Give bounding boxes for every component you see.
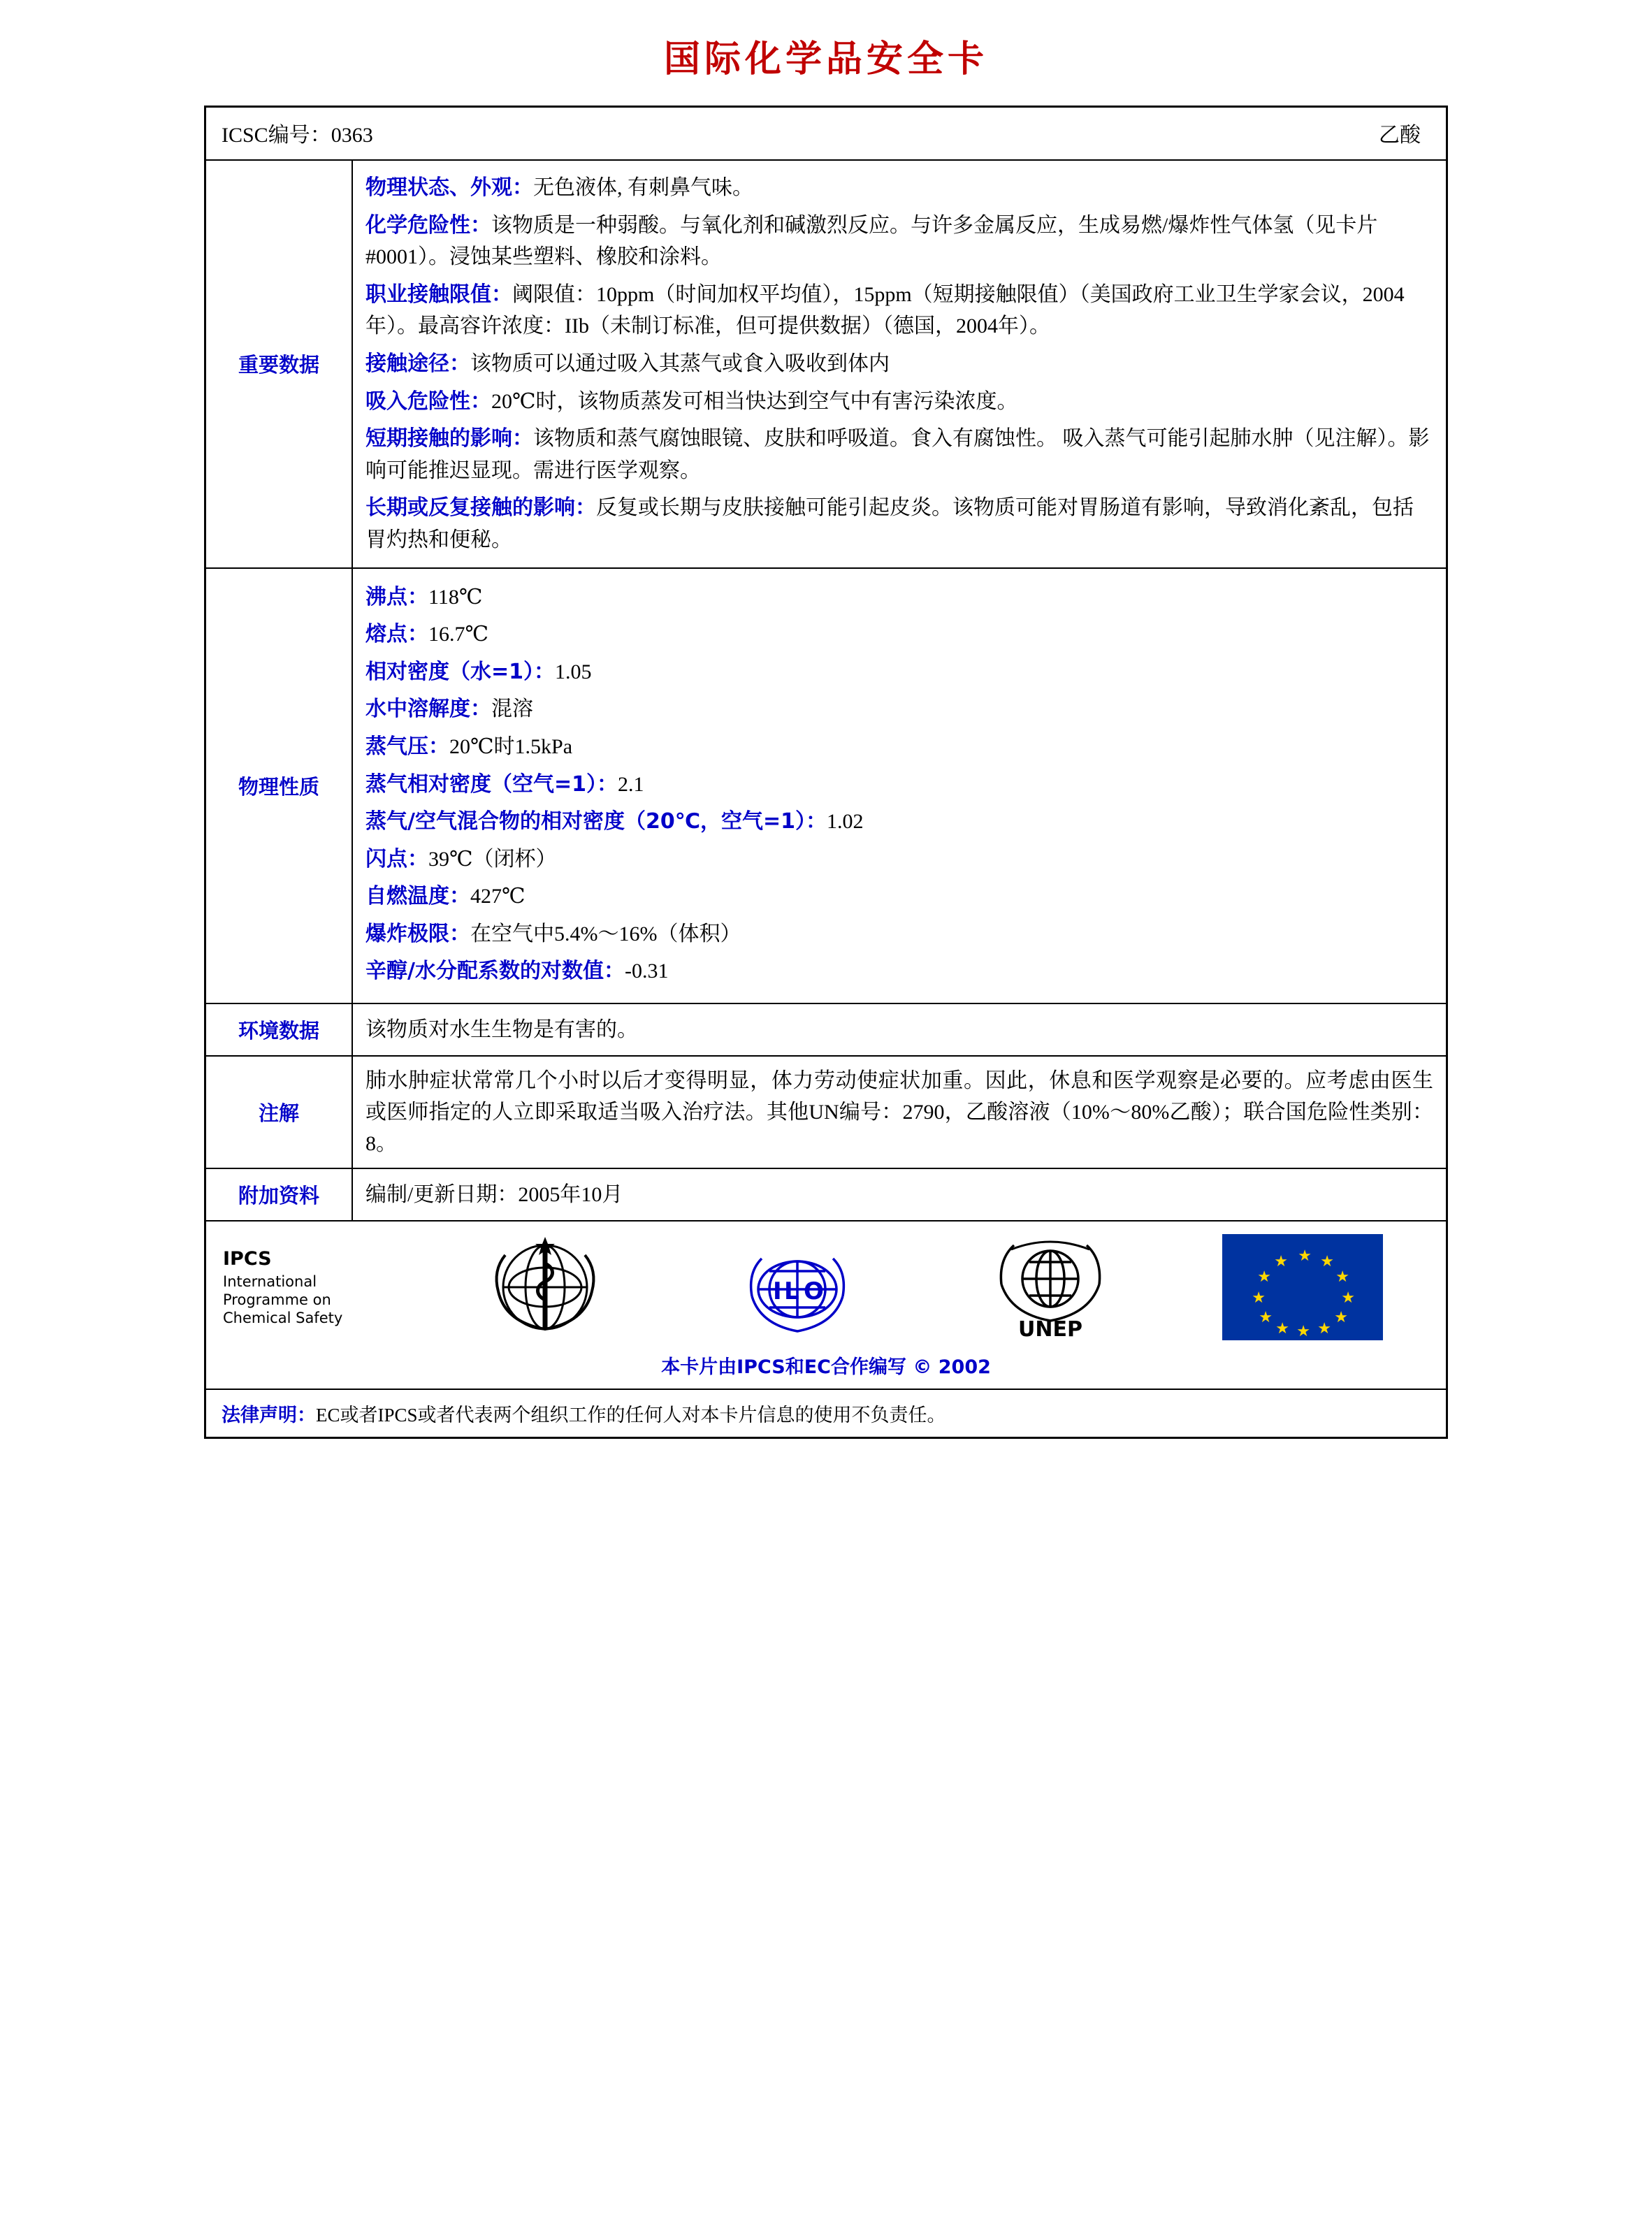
substance-name: 乙酸 xyxy=(1379,124,1421,147)
property-row xyxy=(365,843,1433,876)
property-value: -0.31 xyxy=(624,959,669,983)
property-key: 蒸气相对密度（空气=1）： xyxy=(365,771,618,797)
ipcs-line-1: International xyxy=(223,1273,317,1290)
property-value: 2.1 xyxy=(618,772,644,796)
property-value: 混溶 xyxy=(491,697,533,721)
item-key: 物理状态、外观： xyxy=(365,175,533,200)
content-environmental-data: 该物质对水生生物是有害的。 xyxy=(365,1018,638,1042)
eu-flag-slot xyxy=(1177,1234,1430,1340)
ipcs-text-block xyxy=(223,1247,419,1328)
section-notes xyxy=(206,1057,1446,1169)
property-key: 辛醇/水分配系数的对数值： xyxy=(365,959,625,984)
page xyxy=(0,29,1652,1439)
disclaimer-text: EC或者IPCS或者代表两个组织工作的任何人对本卡片信息的使用不负责任。 xyxy=(316,1405,946,1426)
credit-line: 本卡片由IPCS和EC合作编写 © 2002 xyxy=(661,1356,991,1379)
content-important-data xyxy=(353,161,1446,567)
data-item xyxy=(365,279,1433,342)
data-item xyxy=(365,492,1433,556)
item-value: 反复或长期与皮肤接触可能引起皮炎。该物质可能对胃肠道有影响，导致消化紊乱，包括胃灼热和便秘。 xyxy=(365,496,1414,551)
data-item xyxy=(365,423,1433,486)
icsc-number-block xyxy=(222,117,373,148)
item-value: 该物质和蒸气腐蚀眼镜、皮肤和呼吸道。食入有腐蚀性。 吸入蒸气可能引起肺水肿（见注解）。影响可能推迟显现。需进行医学观察。 xyxy=(365,427,1430,482)
label-additional-info: 附加资料 xyxy=(206,1169,353,1220)
disclaimer-label: 法律声明： xyxy=(222,1405,316,1427)
item-value: 该物质是一种弱酸。与氧化剂和碱激烈反应。与许多金属反应，生成易燃/爆炸性气体氢（见卡片#0001）。浸蚀某些塑料、橡胶和涂料。 xyxy=(365,213,1378,269)
property-value: 1.02 xyxy=(827,810,864,834)
item-key: 短期接触的影响： xyxy=(365,426,533,451)
svg-text:I: I xyxy=(773,1277,782,1306)
label-important-data: 重要数据 xyxy=(206,161,353,567)
property-row xyxy=(365,769,1433,801)
property-value: 1.05 xyxy=(555,660,592,683)
svg-text:O: O xyxy=(804,1277,825,1306)
item-key: 职业接触限值： xyxy=(365,282,512,307)
content-notes: 肺水肿症状常常几个小时以后才变得明显，体力劳动使症状加重。因此，休息和医学观察是必要的。应考虑由医生或医师指定的人立即采取适当吸入治疗法。其他UN编号：2790，乙酸溶液（10%～80%乙酸）；联合国危险性类别：8。 xyxy=(365,1069,1433,1156)
item-value: 该物质可以通过吸入其蒸气或食入吸收到体内 xyxy=(470,351,890,375)
data-item xyxy=(365,348,1433,380)
content-additional-info: 编制/更新日期：2005年10月 xyxy=(365,1183,623,1207)
ilo-logo-slot xyxy=(672,1235,925,1340)
safety-card xyxy=(204,106,1448,1439)
ipcs-line-2: Programme on xyxy=(223,1291,331,1308)
data-item xyxy=(365,210,1433,273)
property-row xyxy=(365,693,1433,725)
section-important-data xyxy=(206,161,1446,569)
property-value: 20℃时1.5kPa xyxy=(449,734,573,758)
ilo-logo-icon xyxy=(731,1235,864,1340)
legal-disclaimer xyxy=(206,1390,1446,1437)
property-value: 118℃ xyxy=(428,585,483,609)
property-key: 熔点： xyxy=(365,622,428,647)
page-title: 国际化学品安全卡 xyxy=(663,38,988,80)
property-row xyxy=(365,581,1433,614)
label-physical-properties: 物理性质 xyxy=(206,569,353,1003)
label-notes: 注解 xyxy=(206,1057,353,1168)
section-environmental-data xyxy=(206,1004,1446,1057)
property-row xyxy=(365,656,1433,688)
ipcs-abbreviation: IPCS xyxy=(223,1247,272,1270)
property-key: 蒸气/空气混合物的相对密度（20℃，空气=1）： xyxy=(365,809,827,834)
item-value: 无色液体, 有刺鼻气味。 xyxy=(533,176,753,199)
item-value: 阈限值：10ppm（时间加权平均值），15ppm（短期接触限值）（美国政府工业卫生学家会议，2004年）。最高容许浓度：IIb（未制订标准，但可提供数据）（德国，2004年）。 xyxy=(365,282,1405,338)
item-key: 接触途径： xyxy=(365,351,470,376)
who-logo-icon xyxy=(486,1231,604,1343)
property-row xyxy=(365,955,1433,987)
property-value: 39℃（闭杯） xyxy=(428,847,557,871)
label-environmental-data: 环境数据 xyxy=(206,1004,353,1055)
property-value: 427℃ xyxy=(470,885,526,908)
unep-logo-slot xyxy=(924,1231,1177,1343)
property-key: 爆炸极限： xyxy=(365,921,470,946)
icsc-label: ICSC编号： xyxy=(222,124,331,147)
card-header xyxy=(206,108,1446,161)
property-value: 16.7℃ xyxy=(428,623,489,646)
eu-flag-icon: ★ ★ ★ ★ ★ ★ ★ ★ ★ ★ ★ ★ xyxy=(1222,1234,1383,1340)
property-key: 闪点： xyxy=(365,846,428,871)
svg-text:L: L xyxy=(784,1277,799,1306)
data-item xyxy=(365,386,1433,418)
logo-strip xyxy=(206,1222,1446,1347)
property-key: 相对密度（水=1）： xyxy=(365,659,556,684)
property-key: 水中溶解度： xyxy=(365,697,491,722)
property-key: 自燃温度： xyxy=(365,884,470,909)
item-key: 化学危险性： xyxy=(365,212,491,238)
card-footer xyxy=(206,1222,1446,1390)
section-additional-info xyxy=(206,1169,1446,1222)
item-key: 吸入危险性： xyxy=(365,389,491,414)
who-logo-slot xyxy=(419,1231,672,1343)
property-value: 在空气中5.4%～16%（体积） xyxy=(470,922,741,945)
icsc-number: 0363 xyxy=(331,124,373,147)
item-value: 20℃时，该物质蒸发可相当快达到空气中有害污染浓度。 xyxy=(491,389,1018,413)
property-row xyxy=(365,918,1433,950)
content-physical-properties xyxy=(353,569,1446,1003)
property-key: 沸点： xyxy=(365,584,428,609)
property-key: 蒸气压： xyxy=(365,734,449,759)
unep-label: UNEP xyxy=(1017,1317,1082,1342)
unep-logo-icon xyxy=(980,1231,1120,1343)
property-row xyxy=(365,806,1433,838)
ipcs-line-3: Chemical Safety xyxy=(223,1310,343,1327)
item-key: 长期或反复接触的影响： xyxy=(365,495,596,521)
property-row xyxy=(365,731,1433,763)
property-row xyxy=(365,618,1433,651)
property-row xyxy=(365,880,1433,913)
section-physical-properties xyxy=(206,569,1446,1005)
data-item xyxy=(365,172,1433,204)
